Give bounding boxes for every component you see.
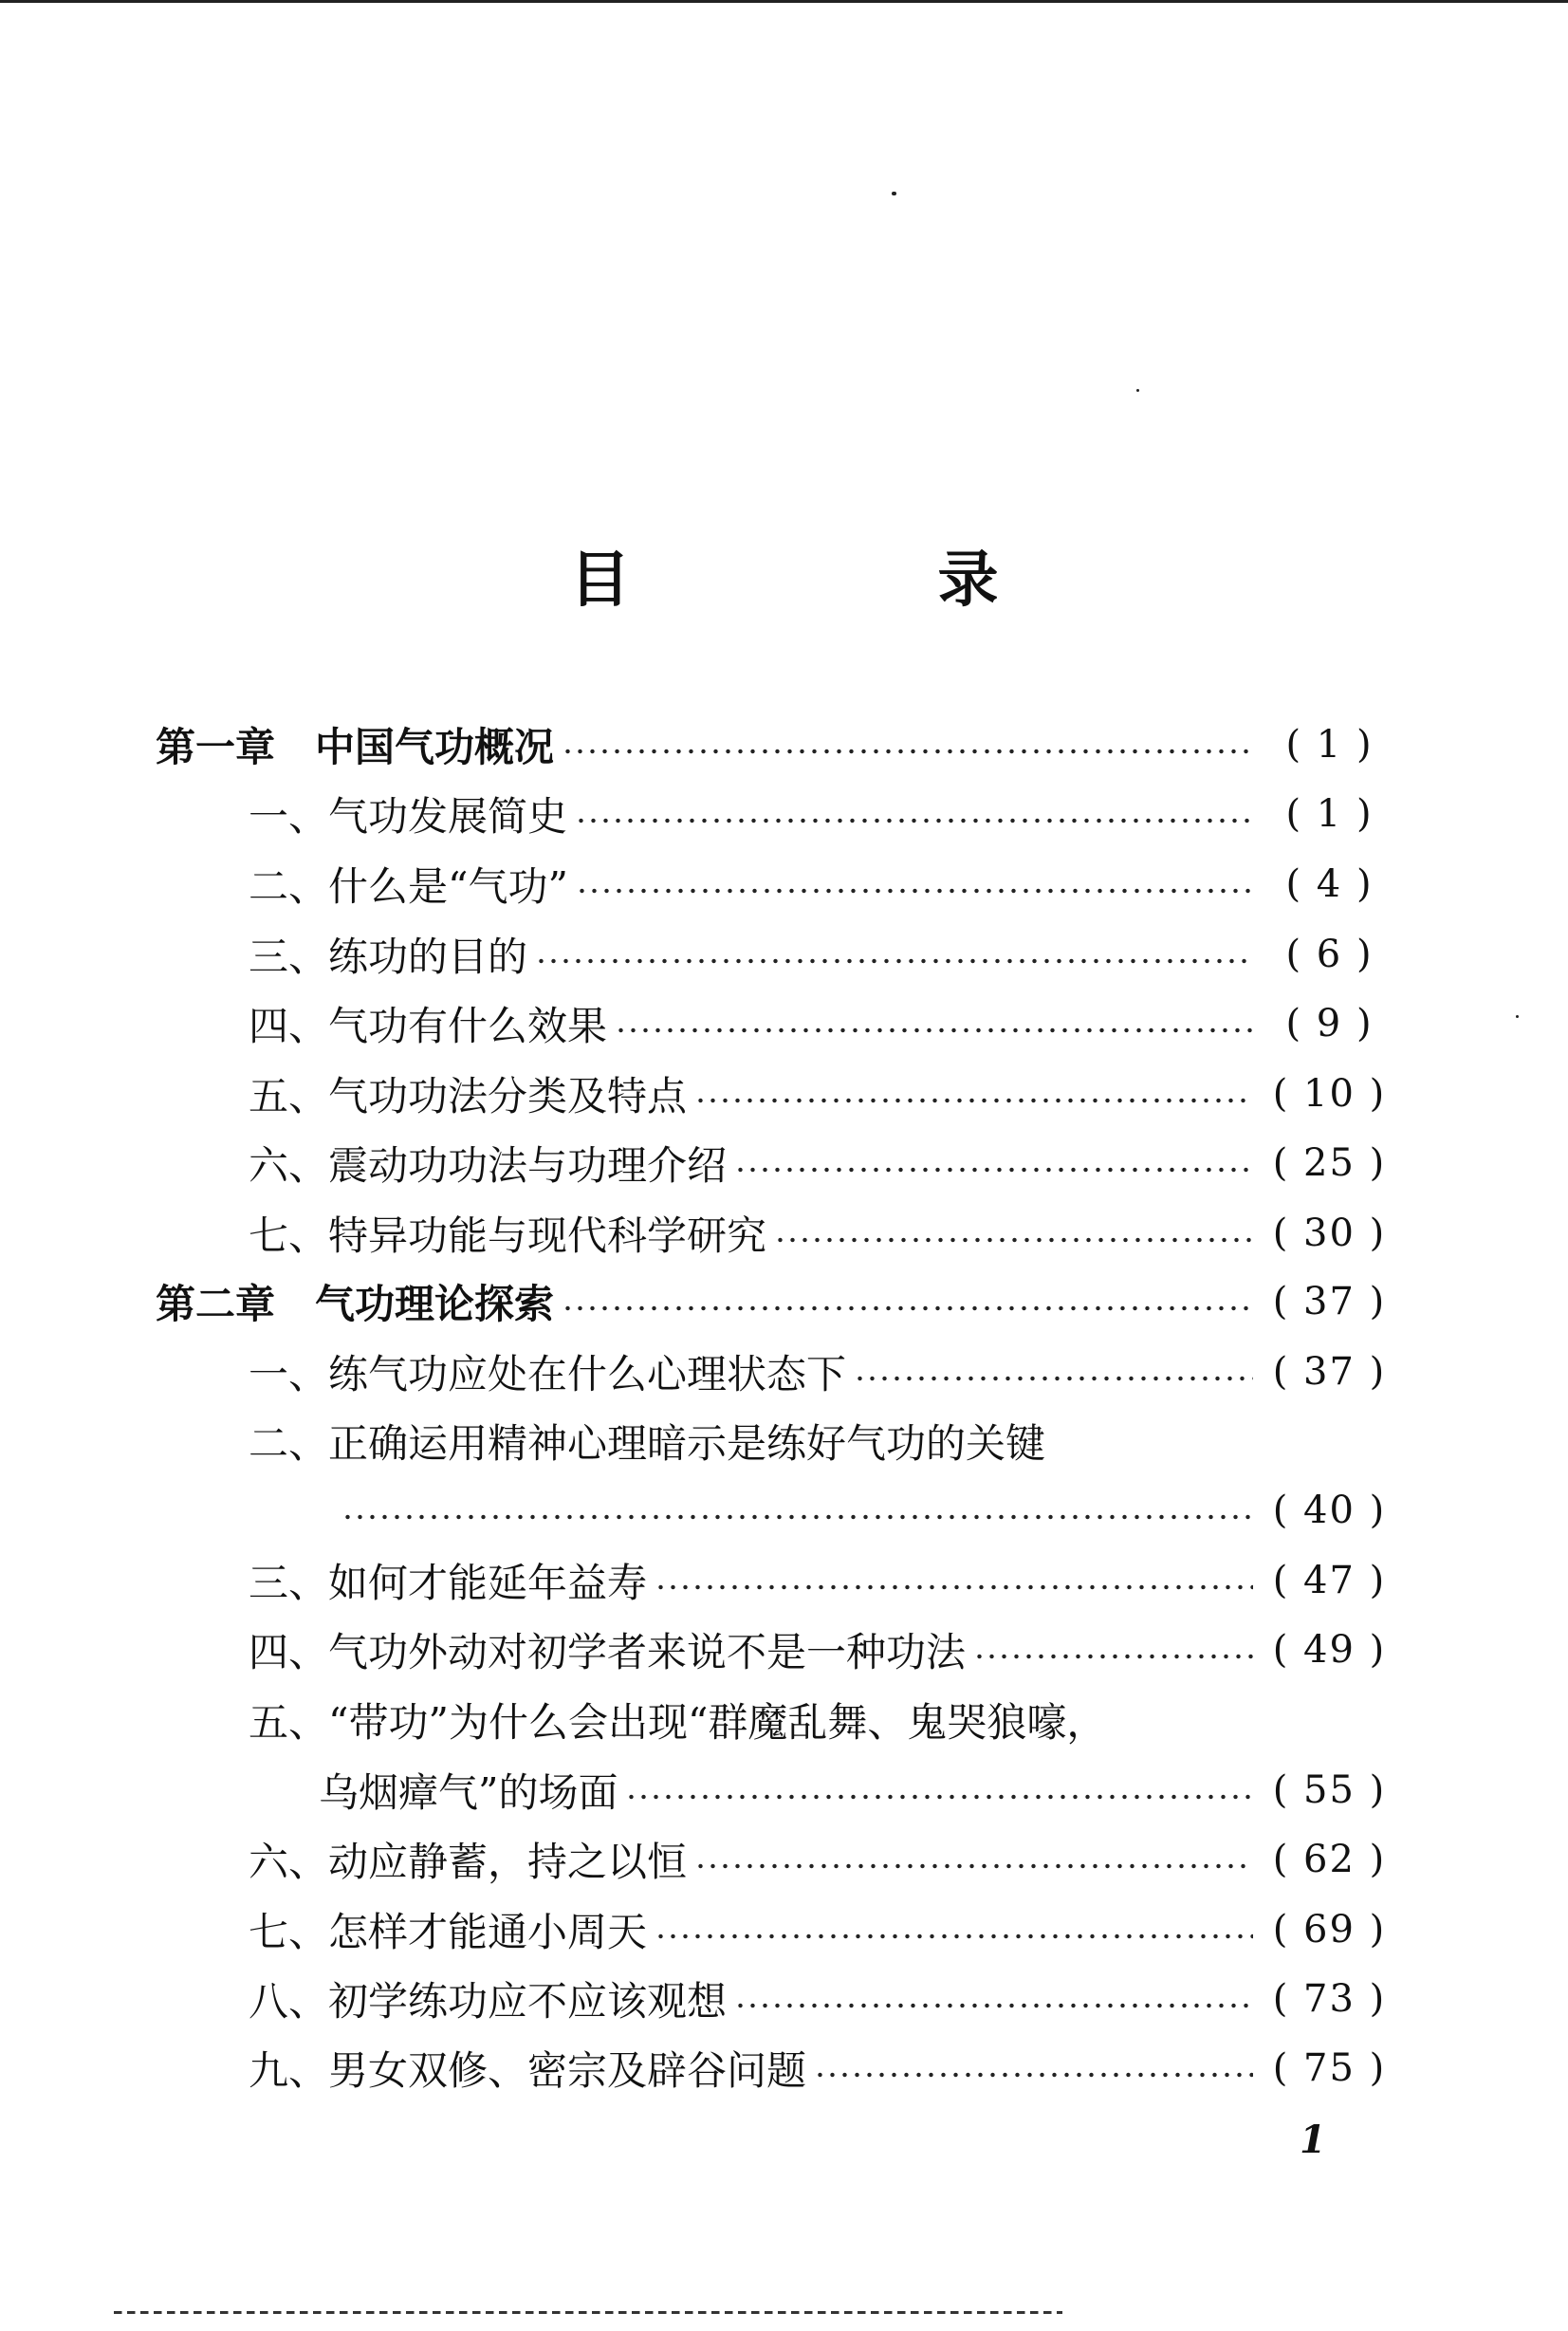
dot-leader	[655, 1933, 1253, 1940]
toc-entry-page: ( 73 )	[1272, 1977, 1387, 2021]
toc-entry-section[interactable]	[249, 856, 1389, 913]
toc-entry-label: 五、“带功”为什么会出现“群魔乱舞、鬼哭狼嚎，	[249, 1699, 1107, 1746]
toc-entry-page: ( 25 )	[1272, 1141, 1387, 1185]
toc-entry-page: ( 9 )	[1285, 1002, 1374, 1045]
dot-leader	[576, 887, 1253, 895]
toc-entry-section[interactable]	[249, 2040, 1389, 2097]
toc-entry-chapter-1[interactable]	[156, 716, 1389, 773]
toc-entry-page: ( 40 )	[1272, 1489, 1387, 1532]
dot-leader	[694, 1097, 1253, 1104]
toc-entry-page: ( 1 )	[1285, 792, 1374, 836]
toc-entry-page: ( 10 )	[1272, 1072, 1387, 1116]
dot-leader	[814, 2071, 1253, 2079]
toc-entry-label: 四、气功外动对初学者来说不是一种功法	[249, 1629, 967, 1675]
toc-entry-label: 乌烟瘴气”的场面	[319, 1769, 618, 1816]
toc-entry-section[interactable]	[249, 1692, 1389, 1748]
dot-leader	[774, 1236, 1253, 1244]
toc-entry-page: ( 47 )	[1272, 1559, 1387, 1602]
toc-entry-page: ( 1 )	[1285, 723, 1374, 767]
toc-entry-label: 七、怎样才能通小周天	[249, 1909, 648, 1955]
toc-entry-page: ( 55 )	[1272, 1768, 1387, 1812]
toc-entry-label: 第二章 气功理论探索	[156, 1281, 555, 1327]
toc-entry-label: 五、气功功法分类及特点	[249, 1073, 688, 1119]
dot-leader	[341, 1513, 1253, 1521]
toc-entry-section[interactable]	[249, 1135, 1389, 1192]
toc-entry-page: ( 37 )	[1272, 1280, 1387, 1323]
toc-entry-page: ( 30 )	[1272, 1212, 1387, 1255]
toc-entry-label: 六、震动功功法与功理介绍	[249, 1142, 728, 1189]
toc-entry-label: 一、练气功应处在什么心理状态下	[249, 1351, 847, 1397]
dot-leader	[562, 1304, 1253, 1312]
page-number: 1	[1300, 2118, 1326, 2162]
dot-leader	[615, 1027, 1253, 1034]
toc-entry-chapter-2[interactable]	[156, 1273, 1389, 1330]
page-title: 目 录	[569, 546, 1122, 616]
toc-entry-label: 三、如何才能延年益寿	[249, 1560, 648, 1606]
toc-entry-section[interactable]	[249, 1970, 1389, 2027]
toc-entry-page: ( 6 )	[1285, 933, 1374, 976]
toc-entry-label: 七、特异功能与现代科学研究	[249, 1212, 767, 1259]
bottom-scan-line	[114, 2311, 1062, 2314]
toc-entry-page: ( 49 )	[1272, 1628, 1387, 1672]
dot-leader	[625, 1793, 1253, 1801]
dot-leader	[734, 1166, 1253, 1174]
toc-entry-page: ( 75 )	[1272, 2046, 1387, 2090]
toc-entry-label: 第一章 中国气功概况	[156, 724, 555, 770]
dot-leader	[562, 748, 1253, 755]
dot-leader	[973, 1653, 1253, 1660]
toc-entry-continuation[interactable]	[319, 1762, 1389, 1819]
toc-entry-section[interactable]	[249, 1065, 1389, 1122]
toc-entry-label: 九、男女双修、密宗及辟谷问题	[249, 2047, 807, 2094]
toc-entry-label: 四、气功有什么效果	[249, 1003, 608, 1049]
toc-entry-label: 六、动应静蓄，持之以恒	[249, 1839, 688, 1885]
dot-leader	[854, 1375, 1253, 1382]
dot-leader	[694, 1862, 1253, 1870]
toc-entry-page: ( 69 )	[1272, 1908, 1387, 1952]
toc-entry-section[interactable]	[249, 1621, 1389, 1678]
dot-leader	[535, 957, 1253, 965]
toc-entry-page: ( 62 )	[1272, 1838, 1387, 1881]
toc-entry-section[interactable]	[249, 786, 1389, 842]
toc-entry-label: 三、练功的目的	[249, 934, 528, 980]
dot-leader	[655, 1583, 1253, 1591]
dot-leader	[575, 817, 1253, 824]
toc-entry-label: 二、什么是“气功”	[249, 863, 568, 910]
toc-entry-label: 八、初学练功应不应该观想	[249, 1978, 728, 2025]
toc-entry-label: 一、气功发展简史	[249, 793, 568, 840]
toc-entry-section[interactable]	[249, 926, 1389, 983]
toc-entry-continuation[interactable]	[341, 1482, 1389, 1539]
dot-leader	[734, 2002, 1253, 2009]
toc-entry-label: 二、正确运用精神心理暗示是练好气功的关键	[249, 1420, 1046, 1467]
toc-entry-page: ( 37 )	[1272, 1350, 1387, 1394]
toc-entry-section[interactable]	[249, 1831, 1389, 1888]
toc-entry-section[interactable]	[249, 1205, 1389, 1262]
toc-entry-section[interactable]	[249, 1413, 1389, 1470]
toc-entry-section[interactable]	[249, 995, 1389, 1052]
toc-entry-section[interactable]	[249, 1552, 1389, 1609]
toc-entry-page: ( 4 )	[1285, 862, 1374, 906]
toc-entry-section[interactable]	[249, 1901, 1389, 1958]
toc-entry-section[interactable]	[249, 1343, 1389, 1400]
